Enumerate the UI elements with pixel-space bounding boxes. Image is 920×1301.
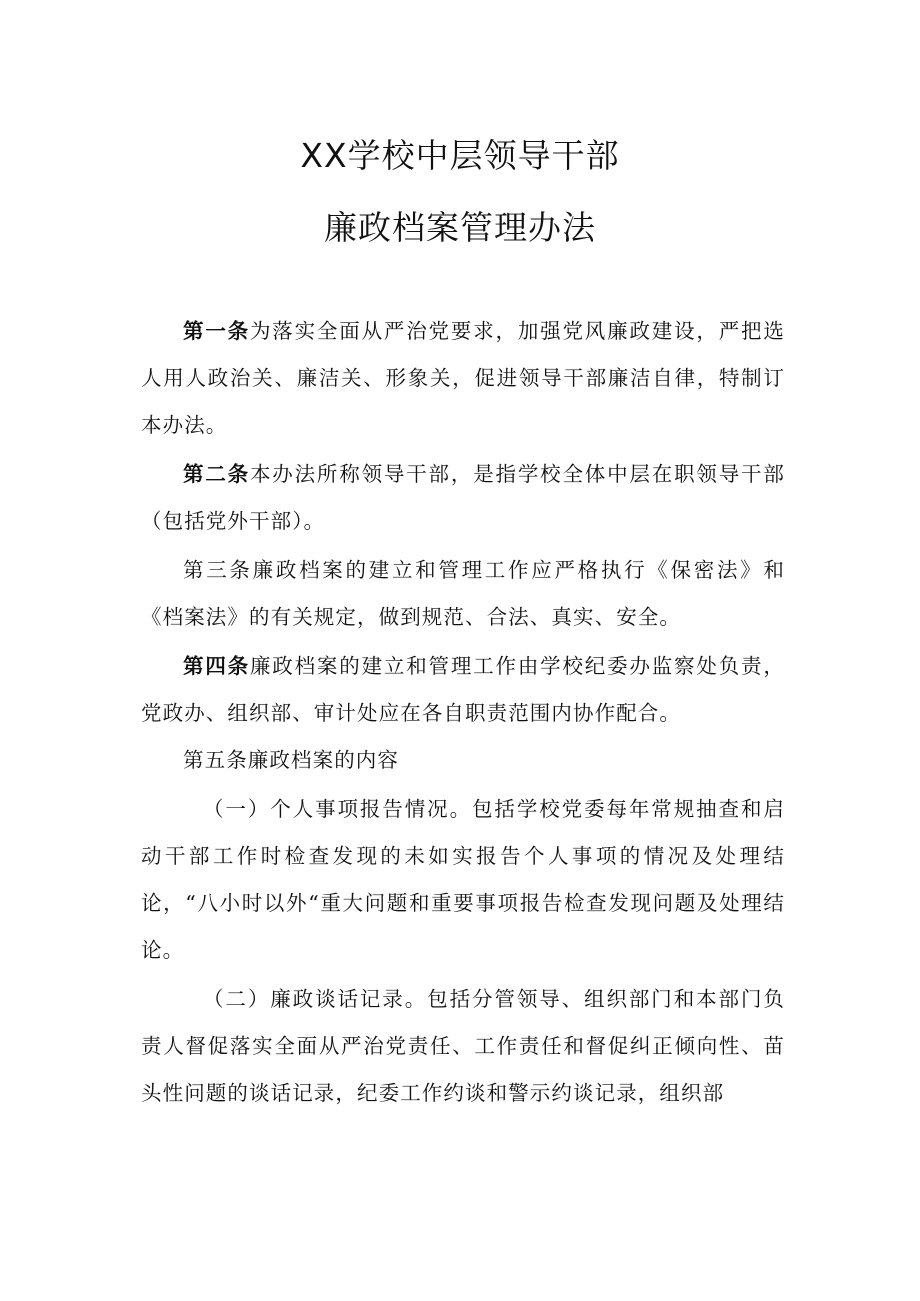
document-title-line-2: 廉政档案管理办法 bbox=[324, 208, 596, 247]
article-3-text: 第三条廉政档案的建立和管理工作应严格执行《保密法》和《档案法》的有关规定，做到规范、合法、真实、安全。 bbox=[141, 558, 785, 629]
document-body bbox=[141, 308, 785, 1117]
item-2-text: （二）廉政谈话记录。包括分管领导、组织部门和本部门负责人督促落实全面从严治党责任、工作责任和督促纠正倾向性、苗头性问题的谈话记录，纪委工作约谈和警示约谈记录，组织部 bbox=[141, 987, 785, 1105]
article-3 bbox=[141, 547, 785, 641]
article-1-lead: 第一条 bbox=[183, 319, 250, 343]
article-4-lead: 第四条 bbox=[183, 654, 250, 678]
item-1-text: （一）个人事项报告情况。包括学校党委每年常规抽查和启动干部工作时检查发现的未如实报告个人事项的情况及处理结论，“八小时以外“重大问题和重要事项报告检查发现问题及处理结论。 bbox=[141, 797, 785, 962]
article-2-lead: 第二条 bbox=[183, 462, 250, 486]
document-title-line-1: XX学校中层领导干部 bbox=[300, 136, 620, 175]
article-4 bbox=[141, 643, 785, 737]
article-2 bbox=[141, 451, 785, 545]
item-1 bbox=[141, 786, 785, 974]
article-2-text: 本办法所称领导干部，是指学校全体中层在职领导干部（包括党外干部）。 bbox=[141, 462, 785, 533]
article-1 bbox=[141, 308, 785, 449]
article-4-text: 廉政档案的建立和管理工作由学校纪委办监察处负责，党政办、组织部、审计处应在各自职责范围内协作配合。 bbox=[141, 654, 785, 725]
article-5 bbox=[141, 737, 785, 784]
item-2 bbox=[141, 976, 785, 1117]
article-5-text: 第五条廉政档案的内容 bbox=[183, 748, 399, 772]
article-1-text: 为落实全面从严治党要求，加强党风廉政建设，严把选人用人政治关、廉洁关、形象关，促进领导干部廉洁自律，特制订本办法。 bbox=[141, 319, 785, 437]
